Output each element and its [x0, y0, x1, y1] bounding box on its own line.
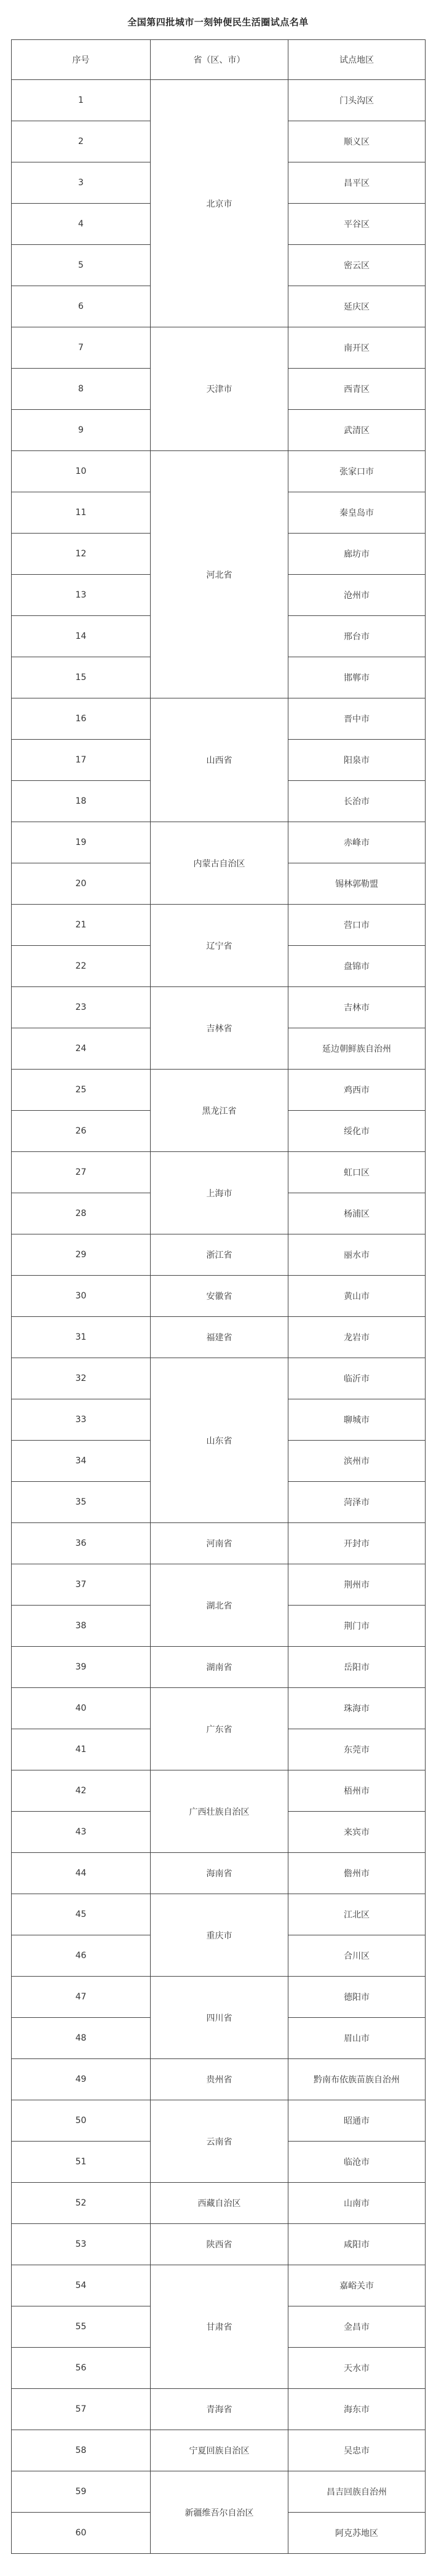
serial-cell: 48 [12, 2018, 151, 2059]
serial-cell: 51 [12, 2142, 151, 2183]
province-cell: 山西省 [151, 698, 288, 822]
serial-cell: 7 [12, 327, 151, 369]
serial-cell: 10 [12, 451, 151, 492]
pilot-area-cell: 天水市 [288, 2348, 426, 2389]
serial-cell: 16 [12, 698, 151, 740]
table-row [12, 1276, 426, 1317]
province-cell: 河南省 [151, 1523, 288, 1564]
serial-cell: 58 [12, 2430, 151, 2471]
serial-cell: 32 [12, 1358, 151, 1399]
table-row [12, 1853, 426, 1894]
pilot-area-cell: 黔南布依族苗族自治州 [288, 2059, 426, 2100]
serial-cell: 22 [12, 946, 151, 987]
pilot-area-cell: 滨州市 [288, 1441, 426, 1482]
province-cell: 甘肃省 [151, 2265, 288, 2389]
table-row [12, 80, 426, 121]
pilot-area-cell: 临沧市 [288, 2142, 426, 2183]
province-cell: 安徽省 [151, 1276, 288, 1317]
pilot-area-cell: 儋州市 [288, 1853, 426, 1894]
serial-cell: 9 [12, 410, 151, 451]
table-row [12, 2183, 426, 2224]
header-pilot-area: 试点地区 [288, 40, 426, 80]
pilot-area-cell: 临沂市 [288, 1358, 426, 1399]
serial-cell: 43 [12, 1812, 151, 1853]
pilot-area-cell: 荆州市 [288, 1564, 426, 1606]
serial-cell: 44 [12, 1853, 151, 1894]
pilot-area-cell: 晋中市 [288, 698, 426, 740]
serial-cell: 11 [12, 492, 151, 534]
table-body [12, 80, 426, 2554]
table-row [12, 1564, 426, 1606]
pilot-area-cell: 武清区 [288, 410, 426, 451]
serial-cell: 41 [12, 1729, 151, 1770]
table-row [12, 987, 426, 1028]
serial-cell: 47 [12, 1977, 151, 2018]
table-row [12, 1770, 426, 1812]
table-row [12, 1070, 426, 1111]
province-cell: 重庆市 [151, 1894, 288, 1977]
pilot-area-cell: 阳泉市 [288, 740, 426, 781]
serial-cell: 2 [12, 121, 151, 162]
pilot-area-cell: 聊城市 [288, 1399, 426, 1441]
serial-cell: 39 [12, 1647, 151, 1688]
pilot-area-cell: 眉山市 [288, 2018, 426, 2059]
province-cell: 吉林省 [151, 987, 288, 1070]
pilot-area-cell: 张家口市 [288, 451, 426, 492]
pilot-area-cell: 嘉峪关市 [288, 2265, 426, 2306]
table-row [12, 905, 426, 946]
province-cell: 河北省 [151, 451, 288, 698]
pilot-area-cell: 邯郸市 [288, 657, 426, 698]
serial-cell: 19 [12, 822, 151, 863]
pilot-area-cell: 虹口区 [288, 1152, 426, 1193]
province-cell: 青海省 [151, 2389, 288, 2430]
province-cell: 宁夏回族自治区 [151, 2430, 288, 2471]
serial-cell: 56 [12, 2348, 151, 2389]
pilot-area-cell: 邢台市 [288, 616, 426, 657]
pilot-area-cell: 黄山市 [288, 1276, 426, 1317]
pilot-area-cell: 昌吉回族自治州 [288, 2471, 426, 2513]
province-cell: 陕西省 [151, 2224, 288, 2265]
table-row [12, 1234, 426, 1276]
pilot-list-table [11, 39, 426, 2554]
pilot-area-cell: 东莞市 [288, 1729, 426, 1770]
table-row [12, 1358, 426, 1399]
table-row [12, 1523, 426, 1564]
serial-cell: 31 [12, 1317, 151, 1358]
pilot-area-cell: 赤峰市 [288, 822, 426, 863]
serial-cell: 3 [12, 162, 151, 204]
table-row [12, 1317, 426, 1358]
serial-cell: 50 [12, 2100, 151, 2142]
pilot-area-cell: 海东市 [288, 2389, 426, 2430]
province-cell: 湖南省 [151, 1647, 288, 1688]
table-row [12, 1152, 426, 1193]
serial-cell: 24 [12, 1028, 151, 1070]
serial-cell: 8 [12, 369, 151, 410]
serial-cell: 36 [12, 1523, 151, 1564]
table-row [12, 822, 426, 863]
province-cell: 贵州省 [151, 2059, 288, 2100]
province-cell: 福建省 [151, 1317, 288, 1358]
pilot-area-cell: 营口市 [288, 905, 426, 946]
serial-cell: 55 [12, 2306, 151, 2348]
serial-cell: 26 [12, 1111, 151, 1152]
province-cell: 广西壮族自治区 [151, 1770, 288, 1853]
table-row [12, 2224, 426, 2265]
pilot-area-cell: 西青区 [288, 369, 426, 410]
pilot-area-cell: 丽水市 [288, 1234, 426, 1276]
table-row [12, 1647, 426, 1688]
serial-cell: 30 [12, 1276, 151, 1317]
table-row [12, 2389, 426, 2430]
pilot-area-cell: 开封市 [288, 1523, 426, 1564]
province-cell: 浙江省 [151, 1234, 288, 1276]
pilot-area-cell: 梧州市 [288, 1770, 426, 1812]
pilot-area-cell: 杨浦区 [288, 1193, 426, 1234]
table-row [12, 327, 426, 369]
table-row [12, 698, 426, 740]
pilot-area-cell: 延庆区 [288, 286, 426, 327]
province-cell: 海南省 [151, 1853, 288, 1894]
pilot-area-cell: 锡林郭勒盟 [288, 863, 426, 905]
pilot-area-cell: 平谷区 [288, 204, 426, 245]
pilot-area-cell: 来宾市 [288, 1812, 426, 1853]
table-row [12, 2100, 426, 2142]
pilot-area-cell: 长治市 [288, 781, 426, 822]
serial-cell: 49 [12, 2059, 151, 2100]
pilot-area-cell: 吴忠市 [288, 2430, 426, 2471]
pilot-area-cell: 金昌市 [288, 2306, 426, 2348]
province-cell: 天津市 [151, 327, 288, 451]
serial-cell: 57 [12, 2389, 151, 2430]
serial-cell: 42 [12, 1770, 151, 1812]
province-cell: 云南省 [151, 2100, 288, 2183]
serial-cell: 5 [12, 245, 151, 286]
province-cell: 新疆维吾尔自治区 [151, 2471, 288, 2554]
serial-cell: 52 [12, 2183, 151, 2224]
table-row [12, 1894, 426, 1935]
pilot-area-cell: 昌平区 [288, 162, 426, 204]
pilot-area-cell: 南开区 [288, 327, 426, 369]
serial-cell: 37 [12, 1564, 151, 1606]
province-cell: 湖北省 [151, 1564, 288, 1647]
table-row [12, 2430, 426, 2471]
pilot-area-cell: 荆门市 [288, 1606, 426, 1647]
table-row [12, 1688, 426, 1729]
serial-cell: 25 [12, 1070, 151, 1111]
pilot-area-cell: 合川区 [288, 1935, 426, 1977]
pilot-area-cell: 盘锦市 [288, 946, 426, 987]
pilot-area-cell: 绥化市 [288, 1111, 426, 1152]
pilot-area-cell: 昭通市 [288, 2100, 426, 2142]
header-serial: 序号 [12, 40, 151, 80]
serial-cell: 23 [12, 987, 151, 1028]
serial-cell: 28 [12, 1193, 151, 1234]
serial-cell: 20 [12, 863, 151, 905]
serial-cell: 17 [12, 740, 151, 781]
pilot-area-cell: 珠海市 [288, 1688, 426, 1729]
table-row [12, 2059, 426, 2100]
serial-cell: 33 [12, 1399, 151, 1441]
pilot-area-cell: 秦皇岛市 [288, 492, 426, 534]
serial-cell: 21 [12, 905, 151, 946]
table-row [12, 451, 426, 492]
page-title: 全国第四批城市一刻钟便民生活圈试点名单 [127, 17, 309, 28]
province-cell: 黑龙江省 [151, 1070, 288, 1152]
province-cell: 四川省 [151, 1977, 288, 2059]
pilot-area-cell: 德阳市 [288, 1977, 426, 2018]
serial-cell: 60 [12, 2513, 151, 2554]
province-cell: 辽宁省 [151, 905, 288, 987]
serial-cell: 35 [12, 1482, 151, 1523]
table-row [12, 2265, 426, 2306]
serial-cell: 1 [12, 80, 151, 121]
header-province: 省（区、市） [151, 40, 288, 80]
serial-cell: 15 [12, 657, 151, 698]
table-header [12, 40, 426, 80]
serial-cell: 40 [12, 1688, 151, 1729]
pilot-area-cell: 阿克苏地区 [288, 2513, 426, 2554]
serial-cell: 27 [12, 1152, 151, 1193]
pilot-area-cell: 延边朝鲜族自治州 [288, 1028, 426, 1070]
serial-cell: 14 [12, 616, 151, 657]
pilot-area-cell: 咸阳市 [288, 2224, 426, 2265]
pilot-area-cell: 鸡西市 [288, 1070, 426, 1111]
pilot-area-cell: 廊坊市 [288, 534, 426, 575]
table-row [12, 2471, 426, 2513]
serial-cell: 34 [12, 1441, 151, 1482]
pilot-area-cell: 门头沟区 [288, 80, 426, 121]
pilot-area-cell: 山南市 [288, 2183, 426, 2224]
pilot-area-cell: 吉林市 [288, 987, 426, 1028]
serial-cell: 12 [12, 534, 151, 575]
serial-cell: 59 [12, 2471, 151, 2513]
province-cell: 上海市 [151, 1152, 288, 1234]
pilot-area-cell: 岳阳市 [288, 1647, 426, 1688]
serial-cell: 13 [12, 575, 151, 616]
pilot-area-cell: 顺义区 [288, 121, 426, 162]
province-cell: 山东省 [151, 1358, 288, 1523]
pilot-area-cell: 江北区 [288, 1894, 426, 1935]
serial-cell: 53 [12, 2224, 151, 2265]
province-cell: 西藏自治区 [151, 2183, 288, 2224]
table-row [12, 1977, 426, 2018]
serial-cell: 54 [12, 2265, 151, 2306]
pilot-area-cell: 菏泽市 [288, 1482, 426, 1523]
pilot-area-cell: 密云区 [288, 245, 426, 286]
serial-cell: 6 [12, 286, 151, 327]
header-row [12, 40, 426, 80]
serial-cell: 18 [12, 781, 151, 822]
serial-cell: 29 [12, 1234, 151, 1276]
pilot-area-cell: 龙岩市 [288, 1317, 426, 1358]
province-cell: 广东省 [151, 1688, 288, 1770]
serial-cell: 38 [12, 1606, 151, 1647]
province-cell: 北京市 [151, 80, 288, 327]
serial-cell: 45 [12, 1894, 151, 1935]
serial-cell: 46 [12, 1935, 151, 1977]
province-cell: 内蒙古自治区 [151, 822, 288, 905]
pilot-area-cell: 沧州市 [288, 575, 426, 616]
serial-cell: 4 [12, 204, 151, 245]
